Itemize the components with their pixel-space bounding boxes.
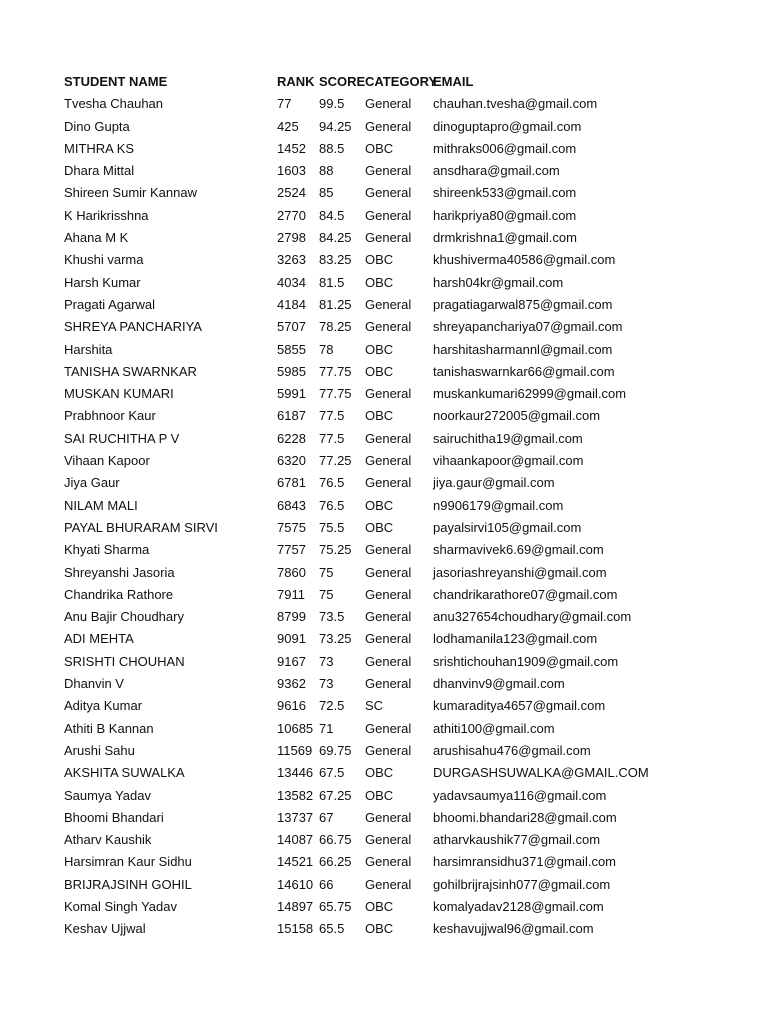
cell-score: 77.75 (319, 363, 352, 379)
cell-rank: 9362 (277, 676, 306, 692)
cell-rank: 5985 (277, 363, 306, 379)
table-row (64, 450, 714, 472)
cell-student-name: Dino Gupta (64, 118, 130, 134)
table-row (64, 695, 714, 717)
cell-category: General (365, 96, 412, 112)
cell-category: General (365, 564, 412, 580)
cell-email: srishtichouhan1909@gmail.com (433, 653, 619, 669)
cell-score: 77.75 (319, 386, 352, 402)
cell-rank: 15158 (277, 921, 314, 937)
cell-rank: 2798 (277, 230, 306, 246)
cell-email: pragatiagarwal875@gmail.com (433, 296, 613, 312)
cell-rank: 5991 (277, 386, 306, 402)
cell-category: General (365, 676, 412, 692)
cell-category: SC (365, 698, 384, 714)
table-row (64, 160, 714, 182)
cell-score: 73 (319, 676, 334, 692)
table-row (64, 428, 714, 450)
cell-student-name: Harsimran Kaur Sidhu (64, 854, 192, 870)
cell-student-name: BRIJRAJSINH GOHIL (64, 876, 192, 892)
cell-rank: 2524 (277, 185, 306, 201)
cell-category: OBC (365, 341, 394, 357)
table-row (64, 829, 714, 851)
cell-student-name: Keshav Ujjwal (64, 921, 146, 937)
cell-category: General (365, 631, 412, 647)
header-score: SCORE (319, 74, 366, 89)
table-row (64, 606, 714, 628)
cell-score: 67.5 (319, 765, 345, 781)
cell-rank: 14610 (277, 876, 314, 892)
cell-score: 65.5 (319, 921, 345, 937)
cell-email: keshavujjwal96@gmail.com (433, 921, 594, 937)
cell-score: 88.5 (319, 140, 345, 156)
table-row (64, 851, 714, 873)
cell-email: jasoriashreyanshi@gmail.com (433, 564, 607, 580)
cell-score: 72.5 (319, 698, 345, 714)
cell-category: General (365, 854, 412, 870)
table-row (64, 874, 714, 896)
cell-score: 99.5 (319, 96, 345, 112)
cell-category: General (365, 185, 412, 201)
cell-email: noorkaur272005@gmail.com (433, 408, 601, 424)
cell-email: lodhamanila123@gmail.com (433, 631, 598, 647)
cell-student-name: PAYAL BHURARAM SIRVI (64, 519, 218, 535)
cell-category: OBC (365, 497, 394, 513)
cell-email: komalyadav2128@gmail.com (433, 898, 604, 914)
cell-score: 67.25 (319, 787, 352, 803)
cell-rank: 6320 (277, 453, 306, 469)
cell-category: General (365, 720, 412, 736)
cell-score: 84.25 (319, 230, 352, 246)
cell-email: harikpriya80@gmail.com (433, 207, 577, 223)
cell-email: athiti100@gmail.com (433, 720, 555, 736)
cell-score: 83.25 (319, 252, 352, 268)
cell-student-name: Jiya Gaur (64, 475, 120, 491)
cell-student-name: SRISHTI CHOUHAN (64, 653, 185, 669)
cell-student-name: Harshita (64, 341, 113, 357)
cell-student-name: NILAM MALI (64, 497, 138, 513)
cell-student-name: MUSKAN KUMARI (64, 386, 174, 402)
cell-score: 77.5 (319, 430, 345, 446)
cell-score: 76.5 (319, 497, 345, 513)
cell-category: General (365, 118, 412, 134)
cell-student-name: Khyati Sharma (64, 542, 150, 558)
cell-email: dhanvinv9@gmail.com (433, 676, 565, 692)
cell-student-name: K Harikrisshna (64, 207, 149, 223)
cell-email: chandrikarathore07@gmail.com (433, 586, 618, 602)
cell-student-name: Dhanvin V (64, 676, 124, 692)
cell-student-name: Shireen Sumir Kannaw (64, 185, 197, 201)
cell-student-name: ADI MEHTA (64, 631, 134, 647)
table-row (64, 673, 714, 695)
cell-score: 65.75 (319, 898, 352, 914)
table-row (64, 562, 714, 584)
cell-category: OBC (365, 408, 394, 424)
cell-rank: 1452 (277, 140, 306, 156)
cell-email: muskankumari62999@gmail.com (433, 386, 627, 402)
cell-email: sharmavivek6.69@gmail.com (433, 542, 604, 558)
cell-rank: 2770 (277, 207, 306, 223)
student-table (64, 71, 714, 941)
cell-email: anu327654choudhary@gmail.com (433, 609, 632, 625)
cell-rank: 14897 (277, 898, 314, 914)
cell-score: 85 (319, 185, 334, 201)
cell-student-name: Komal Singh Yadav (64, 898, 177, 914)
cell-rank: 3263 (277, 252, 306, 268)
table-row (64, 584, 714, 606)
cell-category: OBC (365, 140, 394, 156)
cell-student-name: Atharv Kaushik (64, 832, 152, 848)
table-row (64, 182, 714, 204)
header-rank: RANK (277, 74, 315, 89)
cell-score: 81.25 (319, 296, 352, 312)
cell-student-name: Arushi Sahu (64, 742, 135, 758)
cell-category: General (365, 475, 412, 491)
cell-score: 73.5 (319, 609, 345, 625)
table-row (64, 339, 714, 361)
cell-rank: 9616 (277, 698, 306, 714)
cell-rank: 5855 (277, 341, 306, 357)
cell-category: General (365, 319, 412, 335)
cell-score: 73.25 (319, 631, 352, 647)
cell-email: vihaankapoor@gmail.com (433, 453, 584, 469)
cell-rank: 4184 (277, 296, 306, 312)
cell-rank: 425 (277, 118, 299, 134)
cell-email: gohilbrijrajsinh077@gmail.com (433, 876, 611, 892)
cell-rank: 6187 (277, 408, 306, 424)
cell-rank: 7911 (277, 586, 305, 602)
cell-student-name: SHREYA PANCHARIYA (64, 319, 202, 335)
cell-rank: 8799 (277, 609, 306, 625)
cell-score: 94.25 (319, 118, 352, 134)
table-row (64, 93, 714, 115)
cell-category: General (365, 542, 412, 558)
cell-student-name: Saumya Yadav (64, 787, 151, 803)
cell-email: khushiverma40586@gmail.com (433, 252, 616, 268)
cell-email: sairuchitha19@gmail.com (433, 430, 583, 446)
table-row (64, 740, 714, 762)
cell-email: n9906179@gmail.com (433, 497, 564, 513)
header-category: CATEGORY (365, 74, 438, 89)
cell-category: General (365, 742, 412, 758)
cell-category: OBC (365, 787, 394, 803)
cell-student-name: TANISHA SWARNKAR (64, 363, 197, 379)
cell-category: OBC (365, 921, 394, 937)
cell-email: yadavsaumya116@gmail.com (433, 787, 607, 803)
cell-rank: 14087 (277, 832, 314, 848)
cell-email: harshitasharmannl@gmail.com (433, 341, 613, 357)
cell-rank: 13582 (277, 787, 314, 803)
cell-category: General (365, 386, 412, 402)
cell-rank: 6781 (277, 475, 306, 491)
cell-score: 77.5 (319, 408, 345, 424)
cell-email: kumaraditya4657@gmail.com (433, 698, 606, 714)
cell-category: General (365, 876, 412, 892)
cell-student-name: Harsh Kumar (64, 274, 141, 290)
cell-rank: 13446 (277, 765, 314, 781)
cell-email: jiya.gaur@gmail.com (433, 475, 555, 491)
table-row (64, 249, 714, 271)
cell-email: drmkrishna1@gmail.com (433, 230, 577, 246)
cell-student-name: Prabhnoor Kaur (64, 408, 156, 424)
cell-email: shreyapanchariya07@gmail.com (433, 319, 623, 335)
cell-score: 66.25 (319, 854, 352, 870)
cell-student-name: Bhoomi Bhandari (64, 809, 164, 825)
cell-rank: 5707 (277, 319, 306, 335)
cell-rank: 7575 (277, 519, 306, 535)
cell-score: 78.25 (319, 319, 352, 335)
cell-rank: 14521 (277, 854, 314, 870)
cell-rank: 13737 (277, 809, 314, 825)
table-row (64, 918, 714, 940)
table-row (64, 272, 714, 294)
cell-email: dinoguptapro@gmail.com (433, 118, 582, 134)
table-row (64, 294, 714, 316)
cell-category: General (365, 609, 412, 625)
cell-rank: 11569 (277, 742, 313, 758)
cell-category: General (365, 296, 412, 312)
cell-score: 67 (319, 809, 334, 825)
cell-email: mithraks006@gmail.com (433, 140, 577, 156)
cell-email: atharvkaushik77@gmail.com (433, 832, 601, 848)
cell-category: General (365, 809, 412, 825)
cell-rank: 7757 (277, 542, 306, 558)
cell-email: chauhan.tvesha@gmail.com (433, 96, 598, 112)
cell-student-name: Chandrika Rathore (64, 586, 174, 602)
cell-student-name: SAI RUCHITHA P V (64, 430, 180, 446)
cell-student-name: Pragati Agarwal (64, 296, 156, 312)
table-row (64, 138, 714, 160)
cell-rank: 7860 (277, 564, 306, 580)
cell-score: 66.75 (319, 832, 352, 848)
table-row (64, 718, 714, 740)
cell-category: General (365, 586, 412, 602)
cell-score: 76.5 (319, 475, 345, 491)
cell-student-name: MITHRA KS (64, 140, 135, 156)
cell-score: 78 (319, 341, 334, 357)
cell-email: ansdhara@gmail.com (433, 163, 560, 179)
cell-category: General (365, 653, 412, 669)
cell-score: 77.25 (319, 453, 352, 469)
cell-student-name: Anu Bajir Choudhary (64, 609, 184, 625)
cell-rank: 6843 (277, 497, 306, 513)
cell-rank: 6228 (277, 430, 306, 446)
cell-rank: 4034 (277, 274, 306, 290)
cell-category: OBC (365, 765, 394, 781)
cell-student-name: Khushi varma (64, 252, 144, 268)
cell-category: General (365, 430, 412, 446)
table-row (64, 116, 714, 138)
cell-score: 71 (319, 720, 334, 736)
cell-rank: 1603 (277, 163, 306, 179)
table-row (64, 539, 714, 561)
cell-student-name: Dhara Mittal (64, 163, 135, 179)
table-row (64, 628, 714, 650)
cell-category: General (365, 207, 412, 223)
cell-category: General (365, 453, 412, 469)
cell-email: tanishaswarnkar66@gmail.com (433, 363, 615, 379)
table-row (64, 896, 714, 918)
cell-score: 84.5 (319, 207, 345, 223)
cell-student-name: Shreyanshi Jasoria (64, 564, 175, 580)
cell-email: payalsirvi105@gmail.com (433, 519, 582, 535)
cell-score: 81.5 (319, 274, 345, 290)
cell-score: 75.25 (319, 542, 352, 558)
cell-category: OBC (365, 519, 394, 535)
cell-score: 66 (319, 876, 334, 892)
table-header (64, 71, 714, 93)
cell-score: 75 (319, 586, 334, 602)
table-row (64, 651, 714, 673)
cell-category: OBC (365, 363, 394, 379)
cell-category: General (365, 832, 412, 848)
table-row (64, 205, 714, 227)
header-email: EMAIL (433, 74, 474, 89)
cell-student-name: Athiti B Kannan (64, 720, 154, 736)
table-row (64, 405, 714, 427)
cell-email: arushisahu476@gmail.com (433, 742, 591, 758)
table-row (64, 807, 714, 829)
cell-student-name: Vihaan Kapoor (64, 453, 150, 469)
cell-email: bhoomi.bhandari28@gmail.com (433, 809, 617, 825)
table-row (64, 227, 714, 249)
cell-email: shireenk533@gmail.com (433, 185, 577, 201)
cell-score: 88 (319, 163, 334, 179)
cell-rank: 9091 (277, 631, 306, 647)
table-row (64, 383, 714, 405)
table-row (64, 472, 714, 494)
cell-score: 69.75 (319, 742, 352, 758)
header-student-name: STUDENT NAME (64, 74, 168, 89)
cell-email: DURGASHSUWALKA@GMAIL.COM (433, 765, 649, 781)
cell-email: harsh04kr@gmail.com (433, 274, 564, 290)
cell-score: 73 (319, 653, 334, 669)
table-row (64, 517, 714, 539)
cell-student-name: Aditya Kumar (64, 698, 143, 714)
table-row (64, 361, 714, 383)
cell-email: harsimransidhu371@gmail.com (433, 854, 616, 870)
cell-category: General (365, 163, 412, 179)
cell-category: General (365, 230, 412, 246)
cell-rank: 10685 (277, 720, 314, 736)
cell-category: OBC (365, 898, 394, 914)
table-row (64, 316, 714, 338)
cell-rank: 9167 (277, 653, 306, 669)
cell-student-name: Tvesha Chauhan (64, 96, 164, 112)
cell-student-name: AKSHITA SUWALKA (64, 765, 185, 781)
cell-category: OBC (365, 274, 394, 290)
cell-category: OBC (365, 252, 394, 268)
cell-score: 75.5 (319, 519, 345, 535)
cell-rank: 77 (277, 96, 292, 112)
cell-student-name: Ahana M K (64, 230, 129, 246)
table-row (64, 785, 714, 807)
table-row (64, 762, 714, 784)
table-body (64, 93, 714, 940)
cell-score: 75 (319, 564, 334, 580)
table-row (64, 495, 714, 517)
